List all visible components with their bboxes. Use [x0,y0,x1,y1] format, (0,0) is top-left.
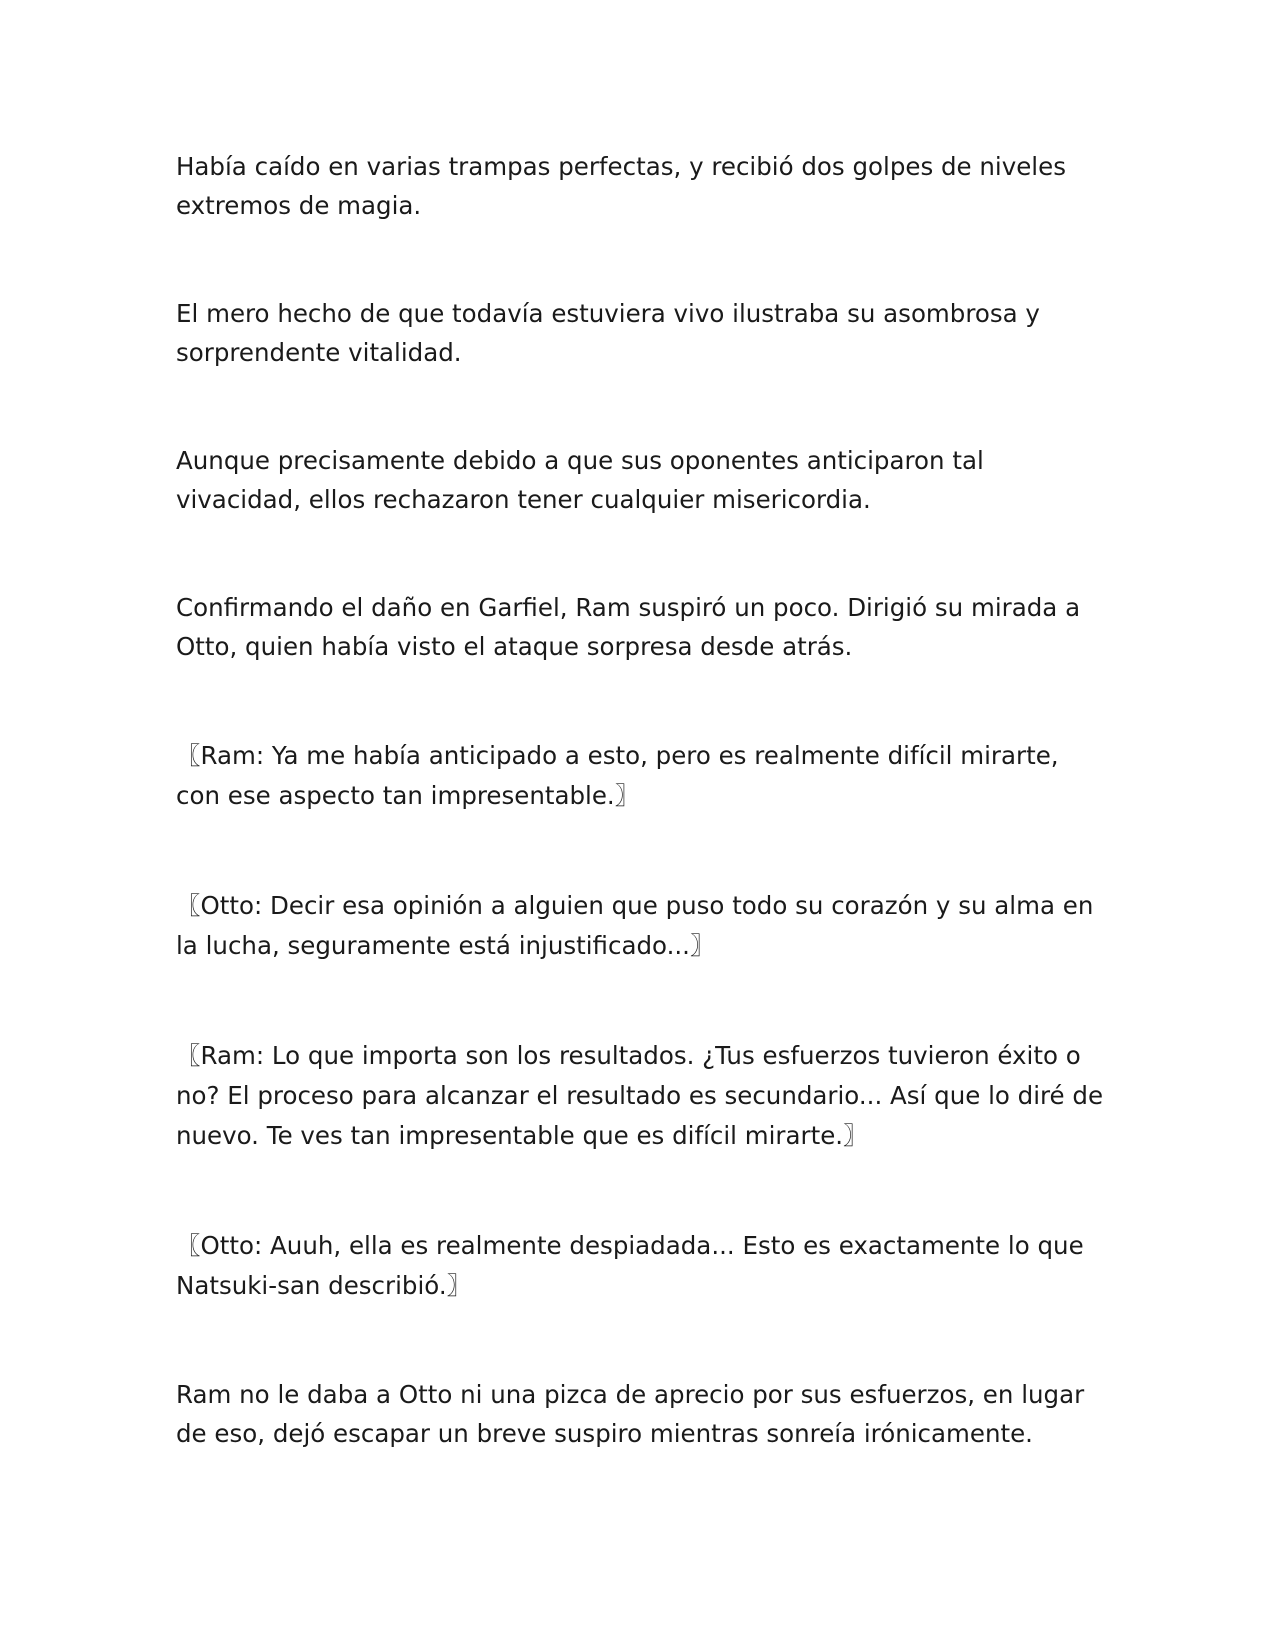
dialogue-ram-2: 〖Ram: Lo que importa son los resultados. ¿Tus esfuerzos tuvieron éxito o no? El proceso para alcanzar el resultado es secundario... Así que lo diré de nuevo. Te ves tan impresentable que es difícil mirarte.〗 [176,1041,1104,1150]
document-body [176,148,1106,1453]
paragraph-3: Aunque precisamente debido a que sus oponentes anticiparon tal vivacidad, ellos rechazaron tener cualquier misericordia. [176,446,984,514]
paragraph-4: Confirmando el daño en Garfiel, Ram suspiró un poco. Dirigió su mirada a Otto, quien había visto el ataque sorpresa desde atrás. [176,593,1081,661]
paragraph-1: Había caído en varias trampas perfectas, y recibió dos golpes de niveles extremos de magia. [176,152,1066,220]
paragraph-9: Ram no le daba a Otto ni una pizca de aprecio por sus esfuerzos, en lugar de eso, dejó escapar un breve suspiro mientras sonreía irónicamente. [176,1380,1085,1448]
dialogue-otto-1: 〖Otto: Decir esa opinión a alguien que puso todo su corazón y su alma en la lucha, seguramente está injustificado...〗 [176,891,1094,960]
dialogue-otto-2: 〖Otto: Auuh, ella es realmente despiadada... Esto es exactamente lo que Natsuki-san describió.〗 [176,1231,1084,1300]
paragraph-2: El mero hecho de que todavía estuviera vivo ilustraba su asombrosa y sorprendente vitalidad. [176,299,1040,367]
dialogue-ram-1: 〖Ram: Ya me había anticipado a esto, pero es realmente difícil mirarte, con ese aspecto tan impresentable.〗 [176,741,1059,810]
